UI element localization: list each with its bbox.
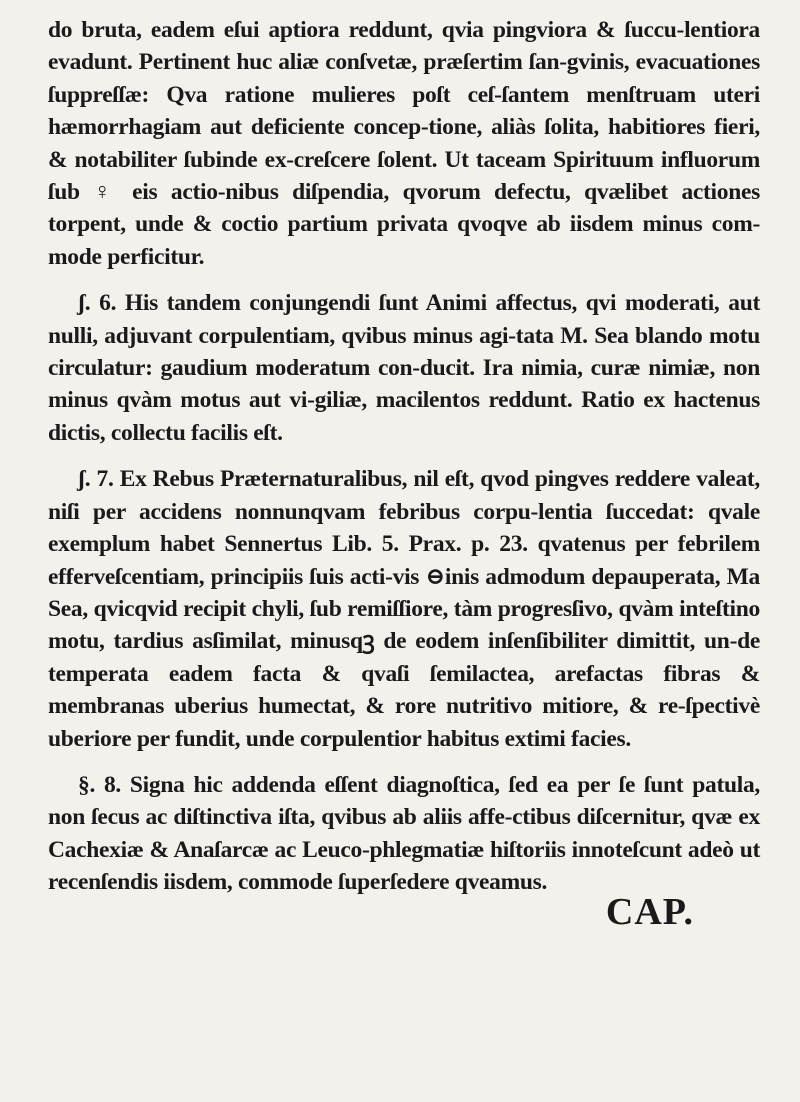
paragraph-continued: do bruta, eadem eſui aptiora reddunt, qvia pingviora & ſuccu-lentiora evadunt. Pertinent huc aliæ conſvetæ, præſertim ſan-gvinis, evacuationes ſuppreſſæ: Qva ratione mulieres poſt ceſ-ſantem menſtruam uteri hæmorrhagiam aut deficiente concep-tione, aliàs ſolita, habitiores fieri, & notabiliter ſubinde ex-creſcere ſolent. Ut taceam Spirituum influorum ſub ♀ eis actio-nibus diſpendia, qvorum defectu, qvælibet actiones torpent, unde & coctio partium privata qvoqve ab iisdem minus com-mode perficitur.	[48, 17, 760, 270]
paragraph-section-6: ʃ. 6. His tandem conjungendi ſunt Animi affectus, qvi moderati, aut nulli, adjuvant corpulentiam, qvibus minus agi-tata M. Sea blando motu circulatur: gaudium moderatum con-ducit. Ira nimia, curæ nimiæ, non minus qvàm motus aut vi-giliæ, macilentos reddunt. Ratio ex hactenus dictis, collectu facilis eſt.	[48, 290, 760, 446]
paragraph-section-8: §. 8. Signa hic addenda eſſent diagnoſtica, ſed ea per ſe ſunt patula, non ſecus ac diſtinctiva iſta, qvibus ab aliis affe-ctibus diſcernitur, qvæ ex Cachexiæ & Anaſarcæ ac Leuco-phlegmatiæ hiſtoriis innoteſcunt adeò ut recenſendis iisdem, commode ſuperſedere qveamus.	[48, 771, 760, 896]
paragraph-section-7: ʃ. 7. Ex Rebus Præternaturalibus, nil eſt, qvod pingves reddere valeat, niſi per accidens nonnunqvam febribus corpu-lentia ſuccedat: qvale exemplum habet Sennertus Lib. 5. Prax. p. 23. qvatenus per febrilem efferveſcentiam, principiis ſuis acti-vis ⊖inis admodum depauperata, Ma Sea, qvicqvid recipit chyli, ſub remiſſiore, tàm progresſivo, qvàm inteſtino motu, tardius asſimilat, minusqꝫ de eodem inſenſibiliter dimittit, un-de temperata eadem facta & qvaſi ſemilactea, arefactas fibras & membranas uberius humectat, & rore nutritivo mitiore, & re-ſpectivè uberiore per fundit, unde corpulentior habitus extimi facies.	[48, 466, 760, 752]
catchword: CAP.	[605, 891, 694, 933]
